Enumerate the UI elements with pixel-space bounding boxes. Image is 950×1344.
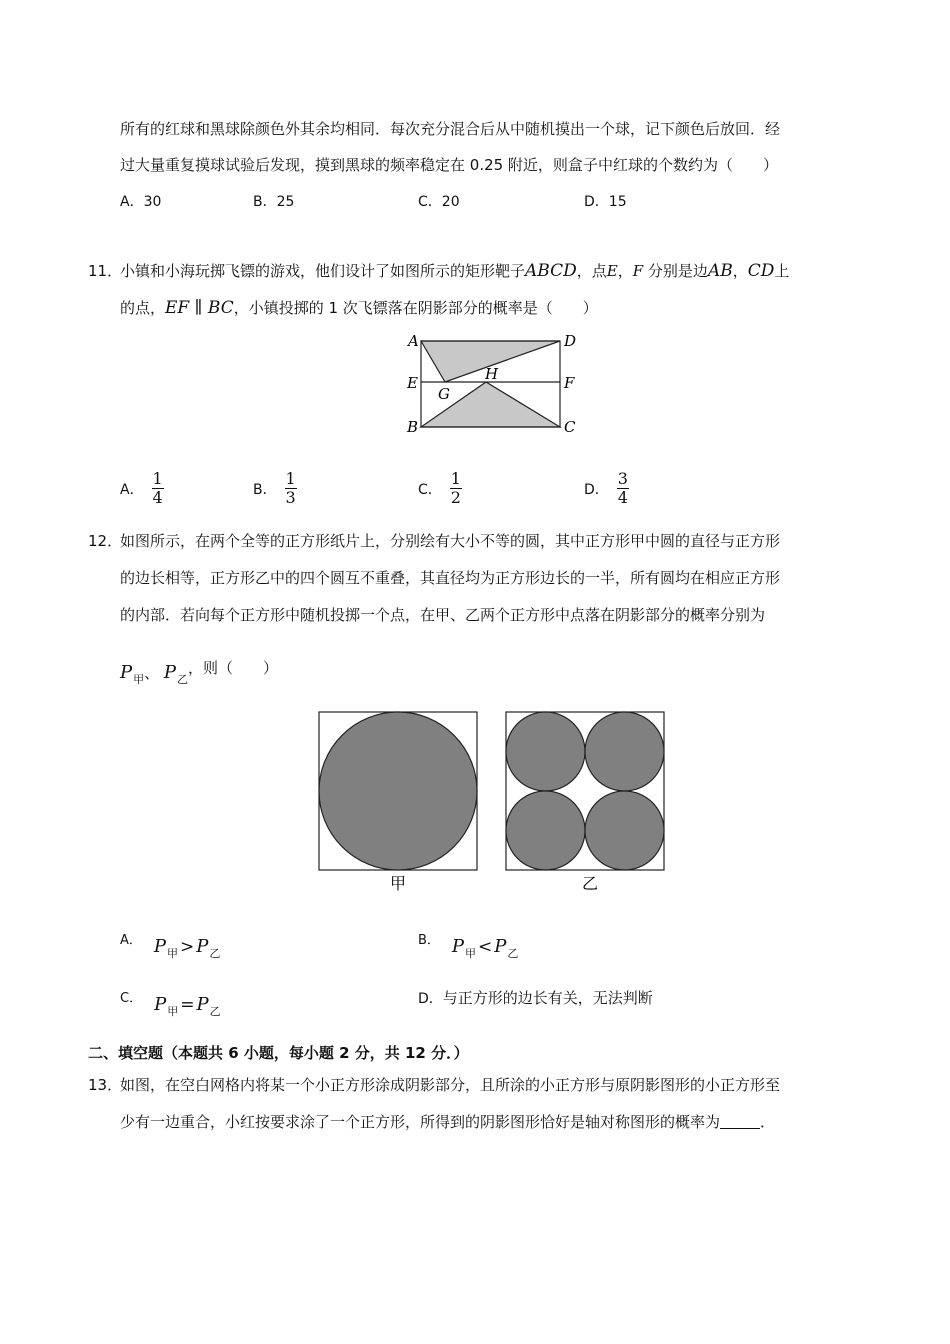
option-letter: C． [418, 194, 442, 210]
q13-line2 [120, 1112, 775, 1132]
denominator: 4 [152, 488, 163, 507]
subscript-yi: 乙 [209, 1005, 221, 1018]
p-symbol: P [451, 936, 465, 957]
option-letter: D． [584, 194, 609, 210]
q11-line2 [120, 298, 598, 318]
q11-text: 小镇和小海玩掷飞镖的游戏，他们设计了如图所示的矩形靶子 [120, 262, 526, 280]
relation-less: < [478, 937, 493, 957]
option-text: 30 [143, 194, 162, 210]
q13-line1: 如图，在空白网格内将某一个小正方形涂成阴影部分，且所涂的小正方形与原阴影图形的小正方形至 [120, 1076, 781, 1094]
numerator: 1 [450, 469, 461, 488]
label-b: B [407, 418, 419, 436]
numerator: 1 [152, 469, 163, 488]
q12-number: 12． [88, 532, 123, 550]
option-letter: B． [418, 933, 440, 948]
q11-e: E [606, 262, 618, 280]
q12-option-b [418, 930, 518, 965]
q13-end: ． [760, 1113, 776, 1131]
option-letter: A． [120, 194, 144, 210]
q11-text: 的点， [120, 299, 166, 317]
p-symbol: P [196, 994, 209, 1015]
option-letter: A． [120, 933, 142, 948]
q10-option-b [253, 192, 294, 212]
circle-yi-4 [585, 791, 664, 870]
q12-tail: ，则（ ） [188, 659, 279, 677]
option-letter: A． [120, 481, 144, 498]
subscript-yi: 乙 [177, 673, 189, 686]
q12-squares-figure [310, 705, 680, 900]
numerator: 3 [617, 469, 628, 488]
q10-option-c [418, 192, 460, 212]
denominator: 2 [450, 488, 461, 507]
q11-text: ， [617, 262, 633, 280]
q11-abcd: ABCD [525, 261, 577, 281]
p-symbol: P [154, 994, 167, 1015]
option-text: 与正方形的边长有关，无法判断 [442, 989, 653, 1007]
fraction-one-quarter [152, 470, 164, 507]
option-text: 15 [608, 194, 627, 210]
option-letter: D． [584, 481, 609, 498]
label-jia: 甲 [390, 874, 407, 893]
option-letter: D． [418, 991, 443, 1007]
label-d: D [564, 332, 577, 350]
q11-text: ， [732, 262, 748, 280]
fraction-three-quarters [617, 470, 629, 507]
subscript-jia: 甲 [167, 1005, 179, 1018]
q13-text: 少有一边重合，小红按要求涂了一个正方形，所得到的阴影图形恰好是轴对称图形的概率为 [120, 1113, 721, 1131]
subscript-jia: 甲 [465, 947, 477, 960]
q12-option-a [120, 930, 220, 965]
option-letter: B． [253, 194, 277, 210]
q11-option-a [120, 470, 164, 507]
q12-line4 [120, 656, 278, 692]
q12-line1: 如图所示，在两个全等的正方形纸片上，分别绘有大小不等的圆，其中正方形甲中圆的直径与正方形 [120, 532, 781, 550]
q11-f: F [632, 262, 644, 280]
fraction-one-third [285, 470, 297, 507]
label-g: G [438, 385, 450, 403]
section-title: 二、填空题（本题共 6 小题，每小题 2 分，共 12 分．） [88, 1044, 469, 1062]
q13-number: 13． [88, 1076, 123, 1094]
p-symbol: P [163, 662, 177, 683]
option-text: 25 [276, 194, 295, 210]
option-text: 20 [441, 194, 460, 210]
q11-text: ，点 [576, 262, 607, 280]
q11-ab: AB [707, 261, 733, 281]
answer-blank[interactable] [720, 1114, 760, 1129]
fraction-one-half [450, 470, 462, 507]
q11-cd: CD [747, 261, 775, 281]
relation-equal: = [180, 995, 195, 1015]
denominator: 3 [285, 488, 296, 507]
q11-text: 分别是边 [643, 262, 708, 280]
label-a: A [408, 332, 419, 350]
subscript-jia: 甲 [167, 947, 179, 960]
circle-yi-3 [506, 791, 585, 870]
subscript-jia: 甲 [133, 673, 145, 686]
q11-line1 [120, 261, 789, 281]
p-symbol: P [153, 936, 167, 957]
q11-text: ，小镇投掷的 1 次飞镖落在阴影部分的概率是（ ） [233, 299, 598, 317]
circle-jia [319, 712, 477, 870]
q12-option-c [120, 988, 221, 1023]
label-f: F [564, 374, 575, 392]
q12-line2: 的边长相等，正方形乙中的四个圆互不重叠，其直径均为正方形边长的一半，所有圆均在相应正方形 [120, 569, 781, 587]
numerator: 1 [285, 469, 296, 488]
q11-ef-parallel-bc: EF ∥ BC [165, 298, 234, 318]
label-c: C [564, 418, 576, 436]
q10-line2: 过大量重复摸球试验后发现，摸到黑球的频率稳定在 0.25 附近，则盒子中红球的个数约为（ ） [120, 156, 778, 174]
p-symbol: P [120, 662, 133, 683]
q11-option-b [253, 470, 297, 507]
option-letter: C． [120, 991, 143, 1006]
q12-option-d [418, 988, 653, 1009]
q10-line1: 所有的红球和黑球除颜色外其余均相同．每次充分混合后从中随机摸出一个球，记下颜色后放回．经 [120, 120, 781, 138]
q12-line3: 的内部．若向每个正方形中随机投掷一个点，在甲、乙两个正方形中点落在阴影部分的概率分别为 [120, 606, 766, 624]
q11-rectangle-figure [400, 328, 590, 440]
option-letter: C． [418, 481, 442, 498]
q11-option-c [418, 470, 462, 507]
q11-number: 11． [88, 262, 123, 280]
q11-option-d [584, 470, 629, 507]
separator: 、 [144, 664, 160, 682]
label-h: H [485, 365, 499, 383]
p-symbol: P [196, 936, 209, 957]
circle-yi-1 [506, 712, 585, 791]
subscript-yi: 乙 [209, 947, 221, 960]
subscript-yi: 乙 [507, 947, 519, 960]
p-symbol: P [494, 936, 507, 957]
q11-text: 上 [774, 262, 790, 280]
label-yi: 乙 [582, 874, 599, 893]
option-letter: B． [253, 481, 277, 498]
circle-yi-2 [585, 712, 664, 791]
label-e: E [407, 374, 418, 392]
relation-greater: > [180, 937, 195, 957]
q10-option-a [120, 192, 161, 212]
denominator: 4 [617, 488, 628, 507]
q10-option-d [584, 192, 627, 212]
